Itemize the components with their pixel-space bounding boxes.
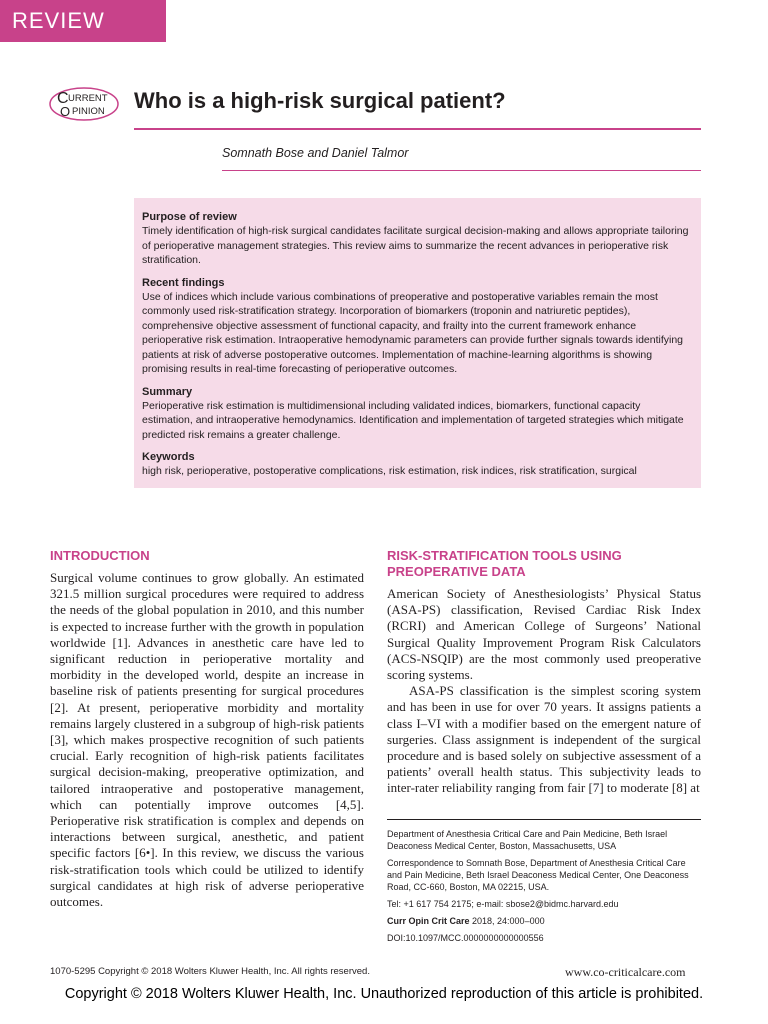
risk-tools-heading: RISK-STRATIFICATION TOOLS USING PREOPERATIVE DATA: [387, 548, 622, 579]
risk-tools-paragraph-1: American Society of Anesthesiologists’ Physical Status (ASA-PS) classification, Revised Cardiac Risk Index (RCRI) and American College of Surgeons’ National Surgical Quality Improvement Program Risk Calculators (ACS-NSQIP) are the most commonly used preoperative scoring systems.: [387, 586, 701, 683]
abstract-keywords: high risk, perioperative, postoperative complications, risk estimation, risk indices, risk stratification, surgical: [142, 465, 637, 477]
journal-name: Curr Opin Crit Care: [387, 916, 470, 926]
authors-rule: [222, 170, 701, 171]
article-title: Who is a high-risk surgical patient?: [134, 88, 506, 113]
abstract-box: [134, 198, 701, 488]
journal-url[interactable]: www.co-criticalcare.com: [565, 965, 686, 979]
abstract-heading: Purpose of review: [142, 211, 237, 223]
logo-letter-c: C: [57, 90, 69, 107]
abstract-text: Use of indices which include various combinations of preoperative and postoperative variables remain the most commonly used risk-stratification strategy. Incorporation of biomarkers (troponin and natriuretic peptides), comprehensive objective assessment of functional capacity, and frailty into the current framework enhance perioperative risk estimation. Intraoperative hemodynamic parameters can provide further signals towards identifying patients at risk of adverse postoperative outcomes. Implementation of machine-learning algorithms is showing promising results in real-time forecasting of perioperative outcomes.: [142, 290, 684, 375]
introduction-heading: INTRODUCTION: [50, 548, 150, 563]
logo-line1: URRENT: [68, 93, 108, 104]
abstract-heading: Summary: [142, 385, 193, 398]
right-column: [387, 548, 701, 797]
logo-line2: PINION: [72, 106, 105, 117]
abstract-text: Timely identification of high-risk surgical candidates facilitate surgical decision-making and allows appropriate tailoring of perioperative management strategies. This review aims to summarize the recent advances in perioperative risk stratification.: [142, 225, 689, 266]
affiliation-correspondence: Correspondence to Somnath Bose, Department of Anesthesia Critical Care and Pain Medicine, Beth Israel Deaconess Medical Center, One Deaconess Road, CC-660, Boston, MA 02215, USA.: [387, 858, 689, 892]
article-authors: Somnath Bose and Daniel Talmor: [222, 146, 409, 160]
left-column: [50, 548, 364, 910]
footer-copyright: 1070-5295 Copyright © 2018 Wolters Kluwer Health, Inc. All rights reserved.: [50, 966, 370, 977]
current-opinion-logo: [48, 86, 120, 122]
affiliation-block: [387, 819, 701, 949]
abstract-heading: Keywords: [142, 451, 195, 463]
affiliation-department: Department of Anesthesia Critical Care and Pain Medicine, Beth Israel Deaconess Medical Center, Boston, Massachusetts, USA: [387, 829, 668, 851]
introduction-text: Surgical volume continues to grow globally. An estimated 321.5 million surgical procedures were required to address the needs of the global population in 2010, and this number is expected to increase further with the growth in population worldwide [1]. Advances in anesthetic care have led to significant reduction in perioperative mortality and morbidity in the developed world, despite an increase in baseline risk of patients presenting for surgical procedures [2]. At present, perioperative morbidity and mortality remains largely clustered in a subgroup of high-risk patients [3], which makes prospective recognition of such patients crucial. Early recognition of high-risk patients facilitates surgical decision-making, preoperative optimization, and tailored intraoperative and postoperative management, which can potentially improve outcomes [4,5]. Perioperative risk stratification is complex and depends on interactions between surgical, anesthetic, and patient specific factors [6•]. In this review, we discuss the various risk-stratification tools which could be utilized to identify surgical candidates at high risk of adverse perioperative outcomes.: [50, 570, 364, 910]
risk-tools-paragraph-2: ASA-PS classification is the simplest scoring system and has been in use for over 70 years. It assigns patients a class I–VI with a modifier based on the emergent nature of surgeries. Class assignment is independent of the surgical procedure and is based solely on subjective assessment of a patients’ overall health status. This subjectivity leads to inter-rater reliability ranging from fair [7] to moderate [8] at: [387, 683, 701, 796]
review-tab: REVIEW: [0, 0, 166, 42]
doi: DOI:10.1097/MCC.0000000000000556: [387, 933, 544, 943]
copyright-notice: Copyright © 2018 Wolters Kluwer Health, Inc. Unauthorized reproduction of this article is prohibited.: [64, 986, 704, 1002]
title-rule: [134, 128, 701, 130]
affiliation-contact: Tel: +1 617 754 2175; e-mail: sbose2@bidmc.harvard.edu: [387, 899, 619, 909]
abstract-heading: Recent findings: [142, 276, 225, 289]
logo-letter-o: O: [60, 104, 71, 119]
abstract-text: Perioperative risk estimation is multidimensional including validated indices, biomarkers, functional capacity estimation, and intraoperative hemodynamics. Identification and implementation of targeted strategies which mitigate predicted risk remains a greater challenge.: [142, 399, 684, 441]
journal-citation: [387, 915, 701, 927]
journal-issue: 2018, 24:000–000: [469, 916, 545, 926]
